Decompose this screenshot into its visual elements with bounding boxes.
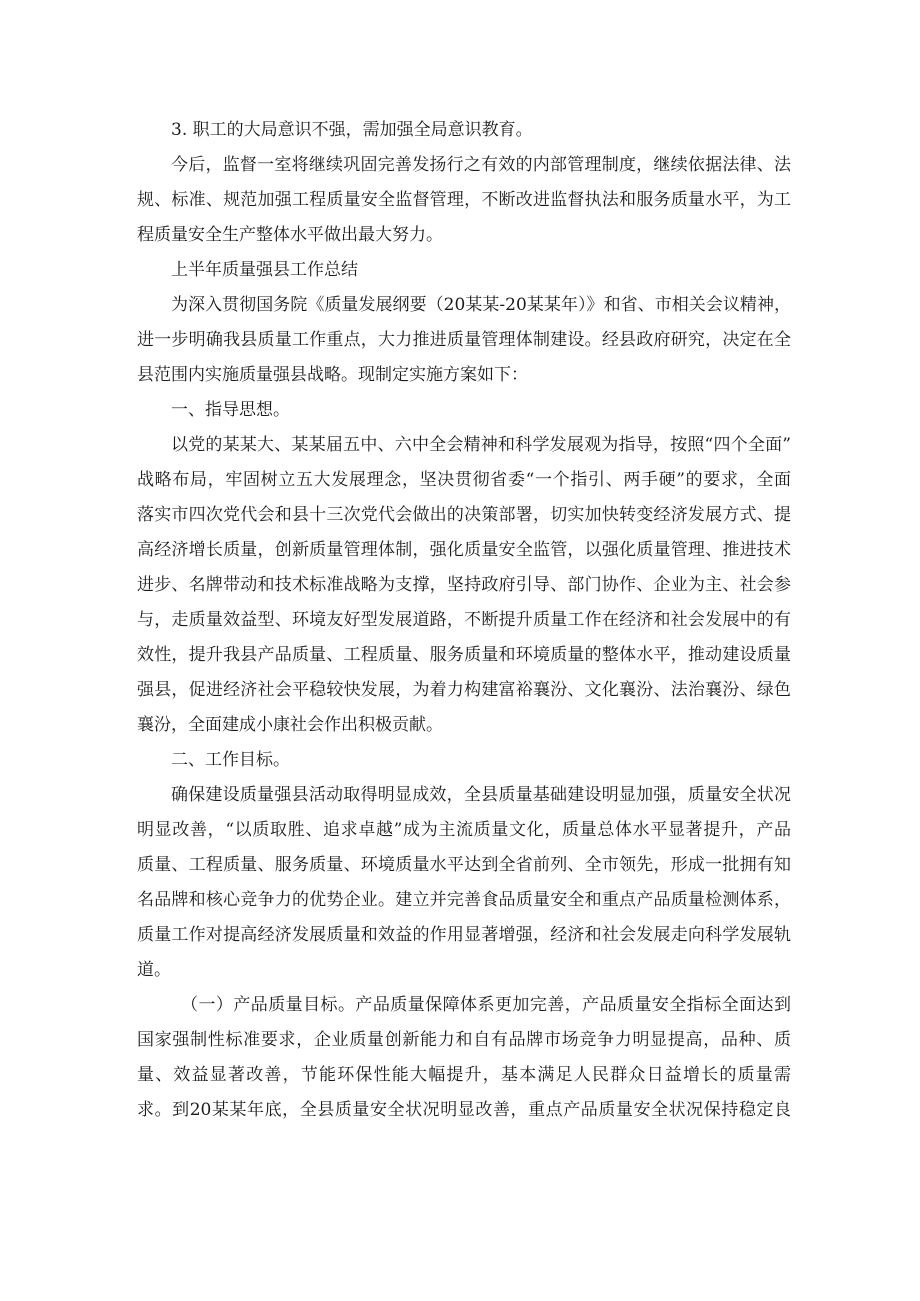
text-line: 县范围内实施质量强县战略。现制定实施方案如下： — [137, 365, 528, 385]
text-line: 进一步明确我县质量工作重点，大力推进质量管理体制建设。经县政府研究，决定在全 — [137, 330, 791, 350]
text-line: 一、指导思想。 — [171, 400, 290, 420]
text-line: 3. 职工的大局意识不强，需加强全局意识教育。 — [171, 120, 533, 140]
text-line: 明显改善，“以质取胜、追求卓越”成为主流质量文化，质量总体水平显著提升，产品 — [137, 820, 791, 840]
text-line: （一）产品质量目标。产品质量保障体系更加完善，产品质量安全指标全面达到 — [181, 995, 791, 1015]
text-line: 进步、名牌带动和技术标准战略为支撑，坚持政府引导、部门协作、企业为主、社会参 — [137, 575, 791, 595]
text-line: 确保建设质量强县活动取得明显成效，全县质量基础建设明显加强，质量安全状况 — [171, 785, 791, 805]
text-line: 高经济增长质量，创新质量管理体制，强化质量安全监管，以强化质量管理、推进技术 — [137, 540, 791, 560]
text-line: 效性，提升我县产品质量、工程质量、服务质量和环境质量的整体水平，推动建设质量 — [137, 645, 791, 665]
text-line: 与，走质量效益型、环境友好型发展道路，不断提升质量工作在经济和社会发展中的有 — [137, 610, 791, 630]
text-line: 强县，促进经济社会平稳较快发展，为着力构建富裕襄汾、文化襄汾、法治襄汾、绿色 — [137, 680, 791, 700]
text-line: 以党的某某大、某某届五中、六中全会精神和科学发展观为指导，按照“四个全面” — [171, 435, 791, 455]
text-line: 落实市四次党代会和县十三次党代会做出的决策部署，切实加快转变经济发展方式、提 — [137, 505, 791, 525]
text-line: 国家强制性标准要求，企业质量创新能力和自有品牌市场竞争力明显提高，品种、质 — [137, 1030, 791, 1050]
document-body — [137, 113, 791, 1128]
text-line: 名品牌和核心竞争力的优势企业。建立并完善食品质量安全和重点产品质量检测体系， — [137, 890, 791, 910]
text-line: 战略布局，牢固树立五大发展理念，坚决贯彻省委“一个指引、两手硬”的要求，全面 — [137, 470, 791, 490]
text-line: 规、标准、规范加强工程质量安全监督管理，不断改进监督执法和服务质量水平，为工 — [137, 190, 791, 210]
text-line: 程质量安全生产整体水平做出最大努力。 — [137, 225, 443, 245]
text-line: 量、效益显著改善，节能环保性能大幅提升，基本满足人民群众日益增长的质量需 — [137, 1065, 791, 1085]
text-line: 求。到20某某年底，全县质量安全状况明显改善，重点产品质量安全状况保持稳定良 — [137, 1100, 791, 1120]
text-line: 质量工作对提高经济发展质量和效益的作用显著增强，经济和社会发展走向科学发展轨 — [137, 925, 791, 945]
text-line: 质量、工程质量、服务质量、环境质量水平达到全省前列、全市领先，形成一批拥有知 — [137, 855, 791, 875]
text-line: 二、工作目标。 — [171, 750, 290, 770]
text-line: 上半年质量强县工作总结 — [171, 260, 358, 280]
text-line: 襄汾，全面建成小康社会作出积极贡献。 — [137, 715, 443, 735]
text-line: 为深入贯彻国务院《质量发展纲要（20某某-20某某年）》和省、市相关会议精神， — [171, 295, 791, 315]
text-line: 今后，监督一室将继续巩固完善发扬行之有效的内部管理制度，继续依据法律、法 — [171, 155, 791, 175]
text-line: 道。 — [137, 960, 171, 980]
